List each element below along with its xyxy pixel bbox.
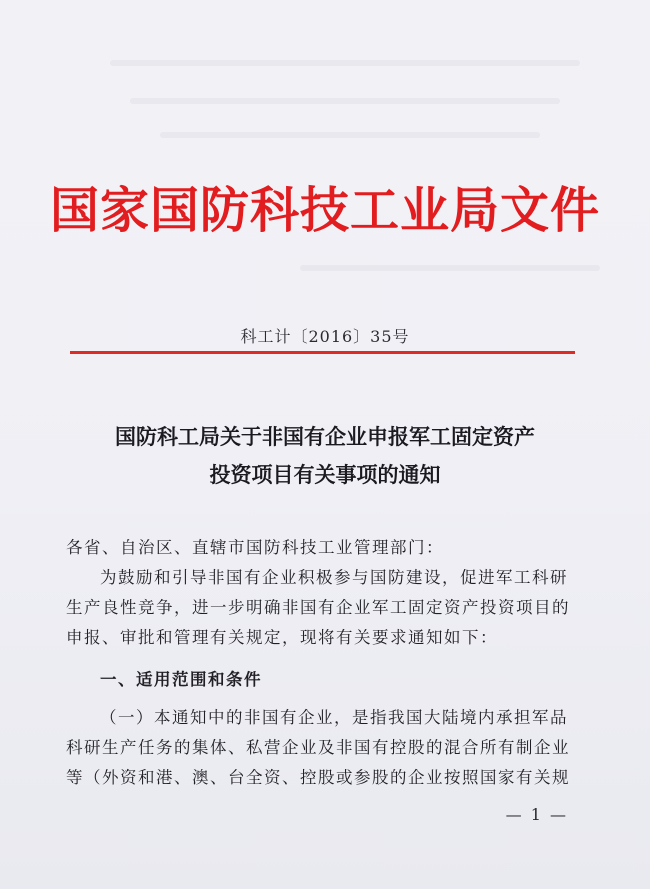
paragraph-2: [66, 703, 601, 793]
bleed-through-line: [110, 60, 580, 66]
paragraph-line: 申报、审批和管理有关规定，现将有关要求通知如下：: [66, 628, 498, 647]
document-number: 科工计〔2016〕35号: [240, 327, 410, 346]
paragraph-line: 科研生产任务的集体、私营企业及非国有控股的混合所有制企业: [66, 738, 570, 757]
bleed-through-line: [300, 265, 600, 271]
paragraph-line: 等（外资和港、澳、台全资、控股或参股的企业按照国家有关规: [66, 768, 570, 787]
notice-title: [0, 418, 650, 494]
paragraph-line: （一）本通知中的非国有企业，是指我国大陆境内承担军品: [100, 708, 568, 727]
issuer-header: 国家国防科技工业局文件: [49, 182, 600, 239]
title-line: 投资项目有关事项的通知: [209, 462, 441, 487]
section-heading: 一、适用范围和条件: [100, 670, 262, 689]
bleed-through-line: [160, 132, 540, 138]
red-separator-line: [70, 351, 575, 354]
page-number: — 1 —: [505, 805, 568, 824]
addressee: 各省、自治区、直辖市国防科技工业管理部门：: [66, 538, 444, 557]
paragraph-1: [66, 563, 601, 653]
paragraph-line: 生产良性竞争，进一步明确非国有企业军工固定资产投资项目的: [66, 598, 570, 617]
title-line: 国防科工局关于非国有企业申报军工固定资产: [115, 424, 535, 449]
bleed-through-line: [130, 98, 560, 104]
paragraph-line: 为鼓励和引导非国有企业积极参与国防建设，促进军工科研: [100, 568, 568, 587]
